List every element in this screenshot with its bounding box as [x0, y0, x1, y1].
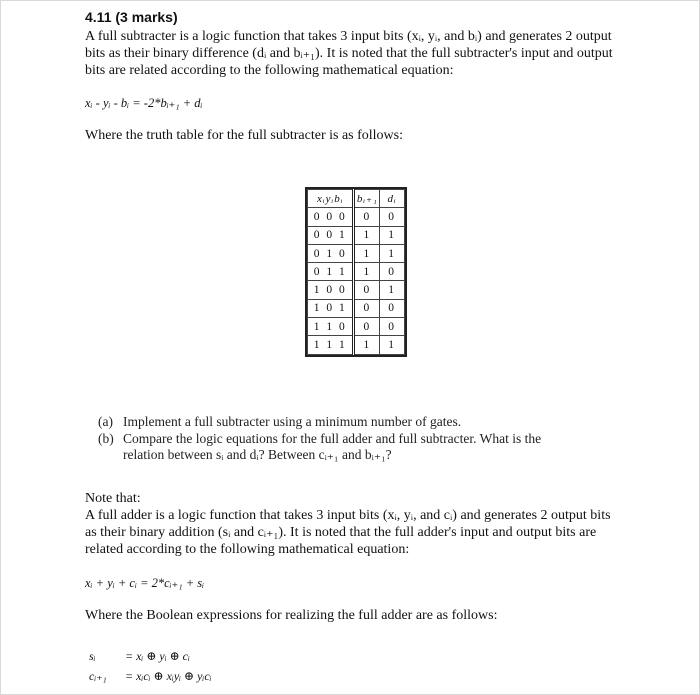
cell-difference: 1: [380, 244, 405, 262]
note-title: Note that:: [85, 491, 141, 506]
cell-borrow: 0: [354, 318, 380, 336]
header-difference: dᵢ: [380, 190, 405, 208]
cell-difference: 0: [380, 318, 405, 336]
table-row: [308, 226, 405, 244]
subtracter-equation: xᵢ - yᵢ - bᵢ = -2*bᵢ₊₁ + dᵢ: [85, 96, 203, 110]
table-row: [308, 299, 405, 317]
table-row: [308, 318, 405, 336]
truth-table: [305, 187, 407, 357]
question-a: [98, 414, 461, 430]
sum-expression: [89, 649, 190, 664]
question-b-text: relation between sᵢ and dᵢ? Between cᵢ₊₁ and bᵢ₊₁?: [123, 447, 392, 462]
question-b-label: (b): [98, 431, 114, 446]
cell-borrow: 1: [354, 244, 380, 262]
cell-inputs: 1 0 0: [308, 281, 354, 299]
cell-difference: 1: [380, 226, 405, 244]
cell-difference: 1: [380, 281, 405, 299]
cell-borrow: 1: [354, 226, 380, 244]
cell-inputs: 0 0 1: [308, 226, 354, 244]
note-line: as their binary addition (sᵢ and cᵢ₊₁). It is noted that the full adder's input and output bits are: [85, 525, 597, 540]
cell-inputs: 1 0 1: [308, 299, 354, 317]
question-b: [98, 431, 541, 463]
cell-inputs: 0 1 1: [308, 263, 354, 281]
table-row: [308, 208, 405, 226]
sum-lhs: sᵢ: [89, 649, 96, 663]
table-row: [308, 263, 405, 281]
cell-borrow: 1: [354, 336, 380, 354]
note-line: A full adder is a logic function that takes 3 input bits (xᵢ, yᵢ, and cᵢ) and generates 2 output bits: [85, 508, 611, 523]
cell-inputs: 0 1 0: [308, 244, 354, 262]
question-b-text: Compare the logic equations for the full adder and full subtracter. What is the: [123, 431, 542, 446]
adder-equation: xᵢ + yᵢ + cᵢ = 2*cᵢ₊₁ + sᵢ: [85, 576, 205, 590]
question-heading: 4.11 (3 marks): [85, 9, 178, 25]
header-inputs: xᵢyᵢbᵢ: [308, 190, 354, 208]
table-row: [308, 244, 405, 262]
intro-line: bits as their binary difference (dᵢ and bᵢ₊₁). It is noted that the full subtracter's input and output: [85, 46, 613, 61]
intro-paragraph: [85, 28, 613, 79]
sum-rhs: = xᵢ ⊕ yᵢ ⊕ cᵢ: [125, 649, 190, 663]
boolean-intro: Where the Boolean expressions for realizing the full adder are as follows:: [85, 608, 498, 623]
question-a-text: Implement a full subtracter using a minimum number of gates.: [123, 414, 462, 429]
truth-table-header: [308, 190, 405, 208]
cell-difference: 0: [380, 299, 405, 317]
cell-inputs: 1 1 1: [308, 336, 354, 354]
cell-borrow: 0: [354, 208, 380, 226]
header-borrow-out: bᵢ₊₁: [354, 190, 380, 208]
cell-borrow: 0: [354, 299, 380, 317]
table-row: [308, 336, 405, 354]
cell-inputs: 0 0 0: [308, 208, 354, 226]
cell-borrow: 1: [354, 263, 380, 281]
carry-lhs: cᵢ₊₁: [89, 669, 107, 683]
table-intro: Where the truth table for the full subtracter is as follows:: [85, 128, 404, 143]
intro-line: bits are related according to the following mathematical equation:: [85, 63, 454, 78]
question-a-label: (a): [98, 414, 113, 429]
note-paragraph: [85, 507, 611, 558]
note-line: related according to the following mathematical equation:: [85, 542, 410, 557]
cell-borrow: 0: [354, 281, 380, 299]
carry-expression: [89, 669, 212, 684]
cell-difference: 0: [380, 208, 405, 226]
cell-difference: 0: [380, 263, 405, 281]
carry-rhs: = xᵢcᵢ ⊕ xᵢyᵢ ⊕ yᵢcᵢ: [125, 669, 212, 683]
cell-difference: 1: [380, 336, 405, 354]
table-row: [308, 281, 405, 299]
cell-inputs: 1 1 0: [308, 318, 354, 336]
intro-line: A full subtracter is a logic function that takes 3 input bits (xᵢ, yᵢ, and bᵢ) and generates 2 output: [85, 29, 612, 44]
